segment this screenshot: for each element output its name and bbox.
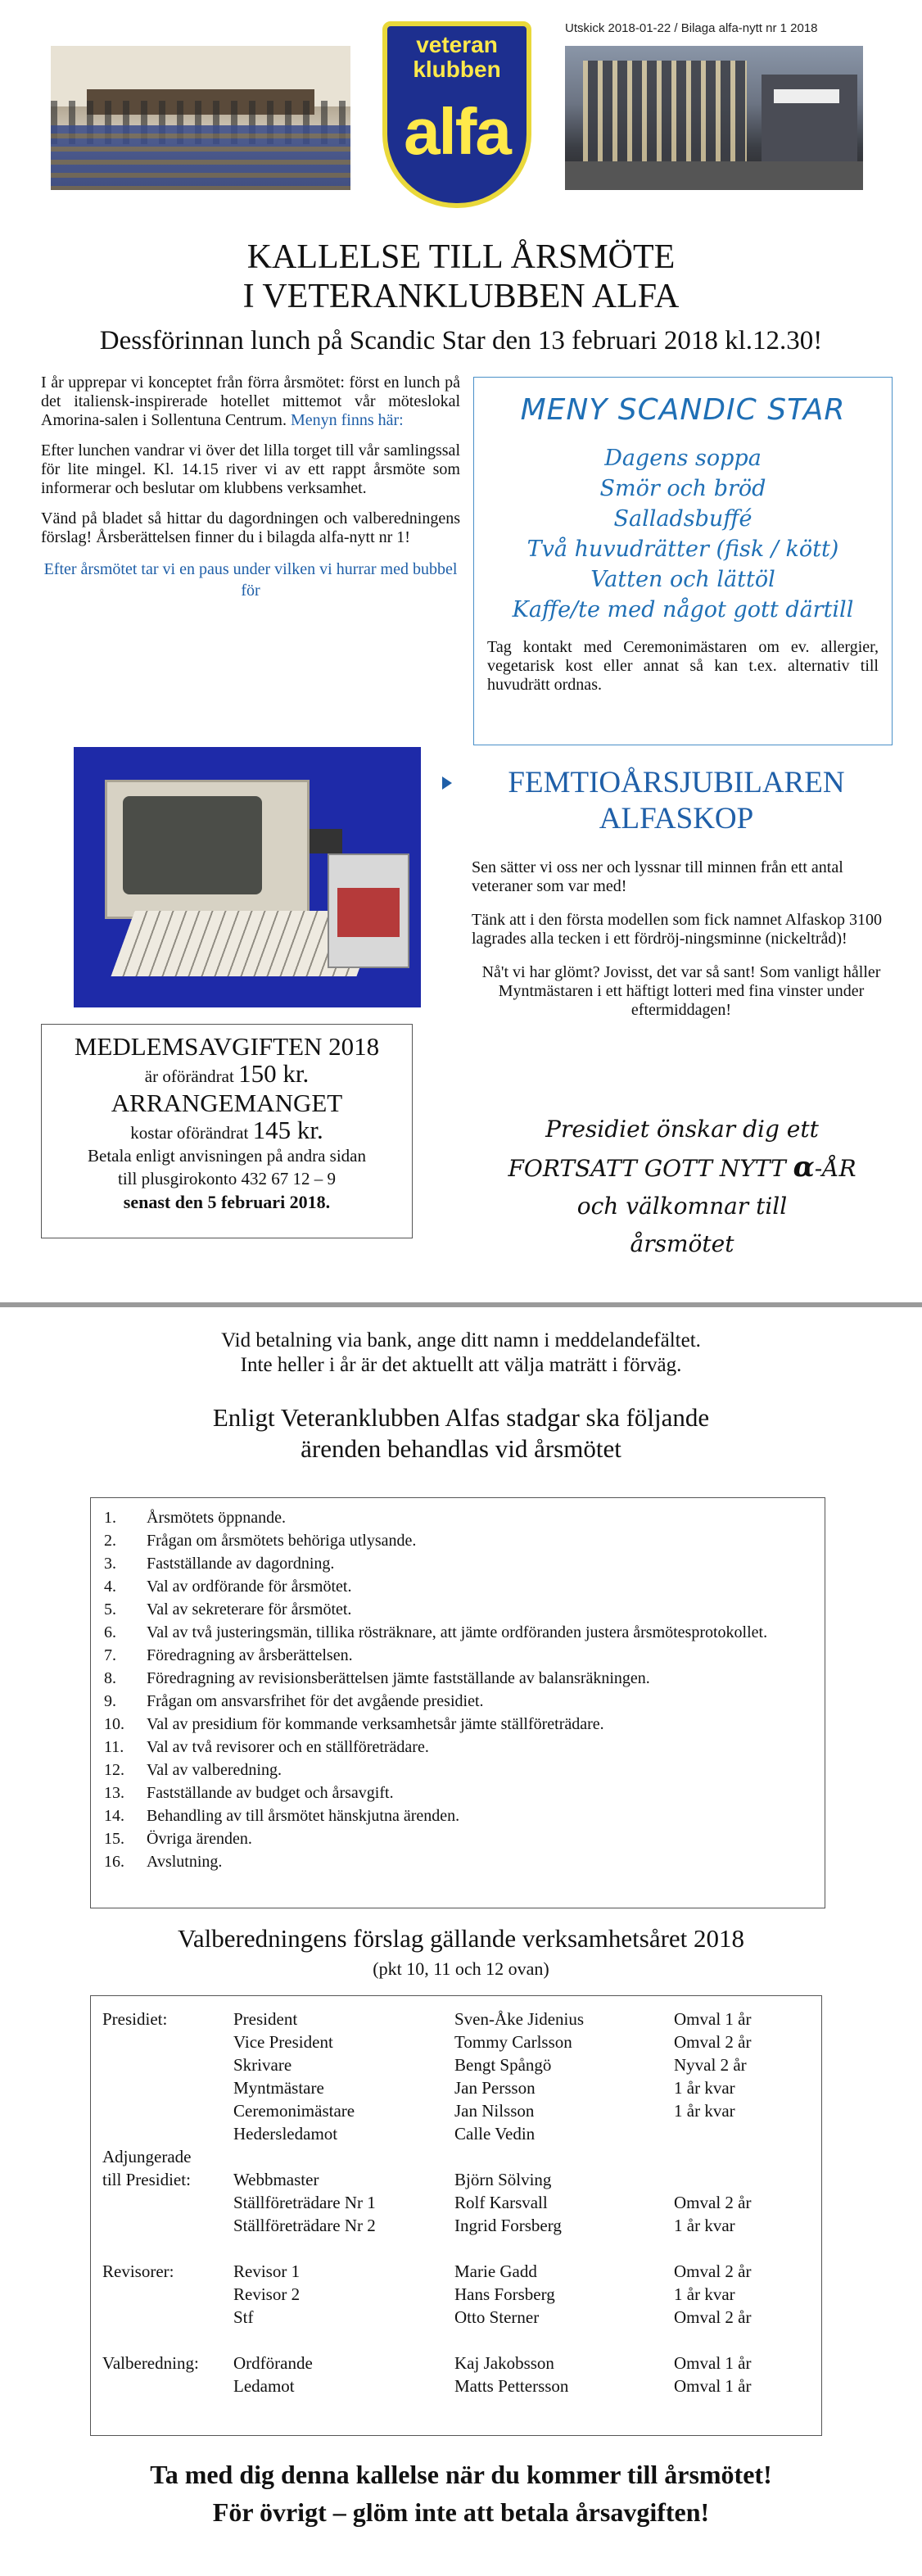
jubilee-column bbox=[472, 858, 891, 1034]
menu-item: Smör och bröd bbox=[599, 476, 766, 501]
list-item: 12. Val av valberedning. bbox=[104, 1761, 282, 1779]
page-one: veteran klubben alfa Utskick 2018-01-22 / Bilaga alfa-nytt nr 1 2018 KALLELSE TILL ÅRSMÖTE I VETERANKLUBBEN ALFA Dessförinnan lunch på Scandic Star den 13 februari 2018 kl.12.30! I år upprepar vi konceptet från förra årsmötet: först en lunch på det italiensk-inspirerade hotellet mittemot vår möteslokal Amorina-salen i Sollentuna Centrum. Menyn finns här: Efter lunchen vandrar vi över det lilla torget till vår samlingssal för lite mingel. Kl. 14.15 river vi av ett rappt årsmöte som informerar och beslutar om klubbens verksamhet. Vänd på bladet så hittar du dagordningen och valberedningens förslag! Årsberättelsen finner du i bilagda alfa-nytt nr 1! Efter årsmötet tar vi en paus under vilken vi hurrar med bubbel för MENY SCANDIC STAR Dagens soppa Smör och bröd Salladsbuffé Två huvudrätter (fisk / kött) Vatten och lättöl Kaffe/te med något gott därtill Tag kontakt med Ceremonimästaren om ev. allergier, vegetarisk kost eller annat så kan t.ex. alternativ till huvudrätt ordnas. FEMTIOÅRSJUBILAREN ALFASKOP Sen sätter vi oss ner och lyssnar till minnen från ett antal veteraner som var med! Tänk att i den första modellen som fick namnet Alfaskop 3100 lagrades alla tecken i ett fördröj-ningsminne (nickeltråd)! Nå't vi har glömt? Jovisst, det var så sant! Som vanligt håller Myntmästaren i ett häftigt lotteri med fina vinster under eftermiddagen! Presidiet önskar dig ett FORTSATT GOTT NYTT α-ÅR och välkomnar till årsmötet MEDLEMSAVGIFTEN 2018 är oförändrat 150 kr. ARRANGEMANGET kostar oförändrat 145 kr. Betala enligt anvisningen på andra sidan till plusgirokonto 432 67 12 – 9 senast den 5 februari 2018. bbox=[0, 0, 922, 1302]
menu-item: Två huvudrätter (fisk / kött) bbox=[527, 536, 839, 562]
table-row: Webbmaster Björn Sölving bbox=[233, 2170, 552, 2189]
list-item: 16. Avslutning. bbox=[104, 1853, 223, 1871]
table-row: Hedersledamot Calle Vedin bbox=[233, 2124, 536, 2144]
fee-box bbox=[41, 1024, 413, 1238]
list-item: 13. Fastställande av budget och årsavgift. bbox=[104, 1784, 394, 1802]
table-row: Ledamot Matts Pettersson Omval 1 år bbox=[233, 2376, 752, 2396]
page-title: KALLELSE TILL ÅRSMÖTE I VETERANKLUBBEN ALFA bbox=[242, 238, 680, 315]
menu-box bbox=[473, 377, 893, 745]
bank-payment-note: Vid betalning via bank, ange ditt namn i meddelandefältet. Inte heller i år är det aktuellt att välja maträtt i förväg. bbox=[221, 1329, 701, 1376]
presidium-greeting: Presidiet önskar dig ett FORTSATT GOTT NYTT α-ÅR och välkomnar till årsmötet bbox=[508, 1116, 856, 1257]
list-item: 11. Val av två revisorer och en ställföreträdare. bbox=[104, 1738, 429, 1756]
menu-title: MENY SCANDIC STAR bbox=[520, 393, 846, 427]
list-item: 5. Val av sekreterare för årsmötet. bbox=[104, 1600, 352, 1618]
table-row: Ceremonimästare Jan Nilsson 1 år kvar bbox=[233, 2101, 735, 2121]
table-row: President Sven-Åke Jidenius Omval 1 år bbox=[233, 2009, 752, 2029]
list-item: 1. Årsmötets öppnande. bbox=[104, 1509, 286, 1527]
intro-column bbox=[41, 373, 460, 601]
list-item: 2. Frågan om årsmötets behöriga utlysande. bbox=[104, 1532, 417, 1550]
table-row: Ställföreträdare Nr 2 Ingrid Forsberg 1 år kvar bbox=[233, 2216, 735, 2235]
table-row: Ställföreträdare Nr 1 Rolf Karsvall Omval 2 år bbox=[233, 2193, 752, 2212]
lottery-paragraph: Nå't vi har glömt? Jovisst, det var så sant! Som vanligt håller Myntmästaren i ett häftigt lotteri med fina vinster under eftermiddagen! bbox=[481, 963, 881, 1019]
lunch-subtitle: Dessförinnan lunch på Scandic Star den 13 februari 2018 kl.12.30! bbox=[99, 326, 823, 355]
meeting-hall-photo bbox=[51, 46, 350, 190]
nomination-subtitle: (pkt 10, 11 och 12 ovan) bbox=[373, 1958, 549, 1979]
closing-reminder: Ta med dig denna kallelse när du kommer till årsmötet! För övrigt – glöm inte att betala årsavgiften! bbox=[150, 2460, 772, 2527]
after-meeting-text: Efter årsmötet tar vi en paus under vilken vi hurrar med bubbel för bbox=[43, 560, 458, 600]
group-label: Adjungerade till Presidiet: bbox=[102, 2147, 192, 2189]
list-item: 6. Val av två justeringsmän, tillika rösträknare, att jämte ordföranden justera årsmötesprotokollet. bbox=[104, 1623, 768, 1641]
table-row: Skrivare Bengt Spångö Nyval 2 år bbox=[233, 2055, 747, 2075]
jubilee-paragraph-1: Sen sätter vi oss ner och lyssnar till minnen från ett antal veteraner som var med! bbox=[472, 858, 843, 895]
intro-paragraph-2: Efter lunchen vandrar vi över det lilla torget till vår samlingssal för lite mingel. Kl. 14.15 river vi av ett rappt årsmöte som informerar och beslutar om klubbens verksamhet. bbox=[41, 441, 460, 497]
menu-note: Tag kontakt med Ceremonimästaren om ev. allergier, vegetarisk kost eller annat så kan t.ex. alternativ till huvudrätt ordnas. bbox=[487, 638, 879, 694]
payment-deadline: senast den 5 februari 2018. bbox=[123, 1192, 331, 1212]
menu-item: Dagens soppa bbox=[604, 446, 762, 471]
list-item: 15. Övriga ärenden. bbox=[104, 1830, 252, 1848]
group-label: Presidiet: bbox=[102, 2009, 168, 2029]
agenda-intro: Enligt Veteranklubben Alfas stadgar ska följande ärenden behandlas vid årsmötet bbox=[212, 1403, 710, 1463]
nomination-title: Valberedningens förslag gällande verksamhetsåret 2018 bbox=[177, 1924, 745, 1953]
triangle-bullet-icon bbox=[442, 776, 452, 790]
list-item: 14. Behandling av till årsmötet hänskjutna ärenden. bbox=[104, 1807, 460, 1825]
list-item: 8. Föredragning av revisionsberättelsen jämte fastställande av balansräkningen. bbox=[104, 1669, 650, 1687]
membership-fee-heading: MEDLEMSAVGIFTEN 2018 bbox=[74, 1032, 380, 1061]
event-fee-heading: ARRANGEMANGET bbox=[111, 1089, 343, 1117]
event-fee-amount: kostar oförändrat 145 kr. bbox=[130, 1116, 323, 1144]
group-label: Valberedning: bbox=[102, 2353, 199, 2373]
membership-fee-amount: är oförändrat 150 kr. bbox=[144, 1059, 310, 1088]
page-two bbox=[0, 1307, 922, 2576]
scandic-hotel-photo bbox=[565, 46, 863, 190]
plusgiro-account: till plusgirokonto 432 67 12 – 9 bbox=[117, 1169, 336, 1188]
table-row: Revisor 1 Marie Gadd Omval 2 år bbox=[233, 2261, 752, 2281]
table-row: Stf Otto Sterner Omval 2 år bbox=[233, 2307, 752, 2327]
payment-instructions: Betala enligt anvisningen på andra sidan bbox=[88, 1146, 366, 1166]
alfaskop-computer-photo bbox=[74, 747, 421, 1007]
intro-paragraph-1: I år upprepar vi konceptet från förra årsmötet: först en lunch på det italiensk-inspirerade hotellet mittemot vår möteslokal Amorina-salen i Sollentuna Centrum. Menyn finns här: bbox=[41, 373, 460, 429]
group-label: Revisorer: bbox=[102, 2261, 174, 2281]
table-row: Revisor 2 Hans Forsberg 1 år kvar bbox=[233, 2284, 735, 2304]
agenda-list bbox=[90, 1497, 825, 1908]
menu-item: Salladsbuffé bbox=[613, 506, 753, 532]
table-row: Vice President Tommy Carlsson Omval 2 år bbox=[233, 2032, 752, 2052]
menu-item: Vatten och lättöl bbox=[590, 567, 775, 592]
table-row: Ordförande Kaj Jakobsson Omval 1 år bbox=[233, 2353, 752, 2373]
list-item: 10. Val av presidium för kommande verksamhetsår jämte ställföreträdare. bbox=[104, 1715, 604, 1733]
veteranklubben-alfa-logo: veteran klubben alfa bbox=[382, 21, 531, 208]
menu-item: Kaffe/te med något gott därtill bbox=[512, 597, 854, 622]
list-item: 9. Frågan om ansvarsfrihet för det avgående presidiet. bbox=[104, 1692, 484, 1710]
issue-line: Utskick 2018-01-22 / Bilaga alfa-nytt nr 1 2018 bbox=[565, 21, 818, 35]
menu-link[interactable]: Menyn finns här: bbox=[290, 411, 404, 429]
table-row: Myntmästare Jan Persson 1 år kvar bbox=[233, 2078, 735, 2098]
jubilee-paragraph-2: Tänk att i den första modellen som fick namnet Alfaskop 3100 lagrades alla tecken i ett fördröj-ningsminne (nickeltråd)! bbox=[472, 911, 882, 948]
list-item: 7. Föredragning av årsberättelsen. bbox=[104, 1646, 353, 1664]
intro-paragraph-3: Vänd på bladet så hittar du dagordningen och valberedningens förslag! Årsberättelsen finner du i bilagda alfa-nytt nr 1! bbox=[41, 509, 460, 546]
list-item: 4. Val av ordförande för årsmötet. bbox=[104, 1578, 352, 1596]
list-item: 3. Fastställande av dagordning. bbox=[104, 1555, 335, 1573]
nomination-table bbox=[90, 1995, 822, 2436]
